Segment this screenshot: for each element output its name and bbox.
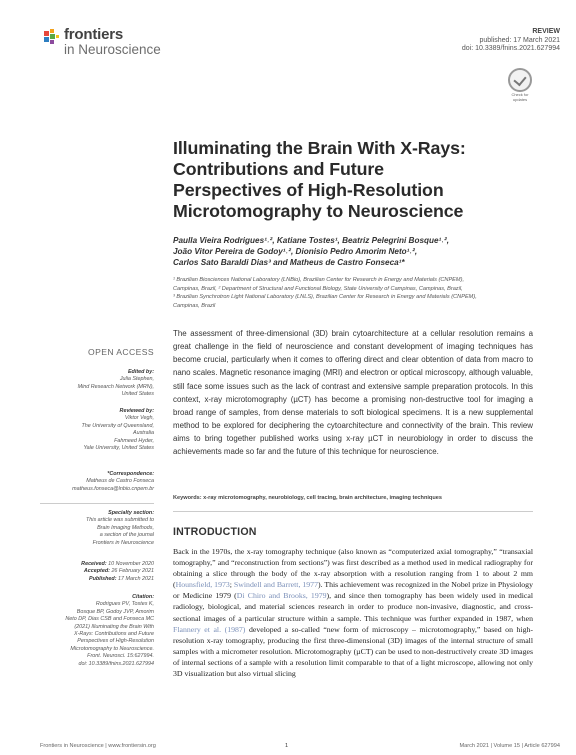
check-updates-caption: Check for updates [511, 92, 529, 102]
editor-line: United States [121, 391, 154, 398]
received-value: 10 November 2020 [108, 561, 154, 567]
specialty-line: This article was submitted to [85, 517, 154, 524]
footer-journal[interactable]: Frontiers in Neuroscience | www.frontiersin.org [40, 743, 156, 749]
sidebar-dates [40, 561, 154, 583]
sidebar-citation [40, 594, 154, 668]
article-meta [462, 28, 560, 54]
abstract: The assessment of three-dimensional (3D) brain cytoarchitecture at a cellular resolution remains a great challenge in the field of neuroscience and constant development of imaging techniques has become crucial, particularly when it comes to offering direct and clear obtention of data from macro to nano scales. Magnetic resonance imaging (MRI) and electron or optical microscopy, although valuable, still face some issues such as the lack of contrast and extensive sample preparation protocols. In this context, x-ray microtomography (µCT) has become a promising non-destructive tool for imaging a broad range of samples, from dense materials to soft biological specimens. It is a new supplemental method to be explored for deciphering the cytoarchitecture and connectivity of the brain. This review aims to bring together published works using x-ray µCT in neurobiology in order to discuss the achievements made so far and the future of this technique for neuroscience. [173, 329, 533, 457]
author-line[interactable]: Paulla Vieira Rodrigues¹˒², Katiane Tostes¹, Beatriz Pelegrini Bosque¹˒², [173, 236, 450, 245]
affiliation-line: ¹ Brazilian Biosciences National Laboratory (LNBio), Brazilian Center for Research in Energy and Materials (CNPEM), [173, 277, 464, 283]
sidebar-divider [40, 503, 154, 504]
sidebar-correspondence [40, 471, 154, 493]
keywords-label: Keywords: [173, 495, 202, 501]
article-type: REVIEW [532, 28, 560, 35]
reference-link[interactable]: Swindell and Barrett, 1977 [233, 580, 318, 590]
title-line: Microtomography to Neuroscience [173, 201, 464, 221]
published-date: published: 17 March 2021 [479, 36, 560, 44]
sidebar-edited-by [40, 369, 154, 399]
author-line[interactable]: Carlos Sato Baraldi Dias³ and Matheus de Castro Fonseca¹* [173, 258, 405, 267]
accepted-label: Accepted: [83, 568, 110, 575]
citation-line: Rodrigues PV, Tostes K, [95, 601, 154, 608]
author-list [173, 235, 543, 268]
reviewer-line: Fahmeed Hyder, [114, 437, 154, 444]
reference-link[interactable]: Flannery et al. (1987) [173, 624, 246, 634]
logo-journal: in Neuroscience [64, 42, 161, 57]
intro-text: developed a so-called “new form of microscopy – microtomography,” based on high-resolution x-ray tomography, producing the first three-dimensional (3D) images of the internal structure of small samples with a micrometer resolution. Microtomography (µCT) can be used to non-destructively create 3D images of internal sections of a sample with a resolution limit comparable to that of a light microscope, allowing not only 3D visualization but also virtual slicing [173, 624, 533, 679]
reference-link[interactable]: Hounsfield, 1973 [175, 580, 230, 590]
affiliations [173, 276, 553, 310]
reviewer-line: Australia [133, 430, 154, 437]
citation-label: Citation: [132, 594, 154, 600]
reference-link[interactable]: Di Chiro and Brooks, 1979 [236, 591, 327, 601]
received-label: Received: [81, 561, 107, 567]
author-line[interactable]: João Vitor Pereira de Godoy¹˒², Dionisio Pedro Amorim Neto¹˒², [173, 247, 418, 256]
citation-line: Perspectives of High-Resolution [77, 638, 154, 645]
affiliation-line: ³ Brazilian Synchrotron Light National Laboratory (LNLS), Brazilian Center for Research in Energy and Materials (CNPEM), [173, 294, 477, 301]
citation-line: Bosque BP, Godoy JVP, Amorim [76, 608, 154, 615]
specialty-line: Brain Imaging Methods, [97, 524, 154, 531]
logo-brand: frontiers [64, 26, 124, 43]
correspondence-name: Matheus de Castro Fonseca [86, 478, 154, 485]
section-heading-introduction: INTRODUCTION [173, 526, 257, 538]
citation-line: (2021) Illuminating the Brain With [74, 623, 154, 630]
citation-doi[interactable]: doi: 10.3389/fnins.2021.627994 [78, 660, 154, 667]
editor-line: Julia Stephen, [119, 376, 154, 383]
doi-link[interactable]: doi: 10.3389/fnins.2021.627994 [461, 45, 560, 52]
edited-by-label: Edited by: [127, 369, 154, 375]
introduction-paragraph [173, 546, 533, 679]
footer-issue: March 2021 | Volume 15 | Article 627994 [459, 743, 560, 749]
check-updates-icon [508, 68, 532, 92]
open-access-badge[interactable]: OPEN ACCESS [87, 347, 154, 357]
citation-line: Microtomography to Neuroscience. [70, 645, 154, 652]
reviewer-line: The University of Queensland, [81, 422, 154, 429]
article-title [173, 138, 533, 222]
specialty-line: Frontiers in Neuroscience [92, 539, 154, 546]
affiliation-line: Campinas, Brazil, ² Department of Structural and Functional Biology, State University of Campinas, Campinas, Brazil, [173, 285, 463, 292]
title-line: Perspectives of High-Resolution [173, 180, 444, 200]
check-for-updates-button[interactable] [507, 68, 533, 100]
intro-text: ; [229, 580, 234, 590]
specialty-label: Specialty section: [108, 510, 154, 516]
correspondence-email[interactable]: matheus.fonseca@lnbio.cnpem.br [72, 485, 154, 492]
published-value: 17 March 2021 [118, 575, 154, 582]
keywords-divider [173, 511, 533, 512]
intro-text: Back in the 1970s, the x-ray tomography technique (also known as “computerized axial tomography,” “transaxial tomography,” and “reconstruction from sections”) was first described as a method used in medical radiography for obtaining a slice through the body of the x-ray absorption with a resolution ranging from 1 to about 2 mm ( [173, 547, 533, 590]
date-published [40, 576, 154, 583]
title-line: Contributions and Future [173, 159, 384, 179]
intro-text: ). This achievement was recognized in the Nobel prize in Physiology or Medicine 1979 ( [173, 580, 533, 601]
accepted-value: 26 February 2021 [111, 568, 154, 575]
correspondence-label: *Correspondence: [107, 471, 154, 477]
date-received [40, 561, 154, 568]
frontiers-logo-icon [42, 28, 62, 48]
date-accepted [40, 568, 154, 575]
citation-line: Neto DP, Dias CSB and Fonseca MC [65, 616, 154, 623]
published-label: Published: [88, 575, 117, 582]
title-line: Illuminating the Brain With X-Rays: [173, 138, 466, 158]
citation-line: Front. Neurosci. 15:627994. [87, 653, 154, 660]
citation-line: X-Rays: Contributions and Future [74, 631, 154, 638]
reviewed-by-label: Reviewed by: [119, 408, 154, 414]
sidebar-specialty [40, 510, 154, 547]
sidebar-reviewed-by [40, 408, 154, 452]
page-number: 1 [285, 743, 289, 749]
intro-text: ), and since then tomography has been widely used in medical radiology, biological, and material sciences research in order to produce non-invasive, diagnostic, and cross-sectional images of a particular structure within a sample. This technique was further expanded in 1987, when [173, 591, 533, 623]
keywords-list: x-ray microtomography, neurobiology, cell tracing, brain architecture, imaging techniques [203, 495, 442, 501]
keywords [173, 495, 533, 501]
reviewer-line: Viktor Vegh, [124, 415, 154, 422]
reviewer-line: Yale University, United States [83, 445, 154, 452]
editor-line: Mind Research Network (MRN), [77, 383, 154, 390]
specialty-line: a section of the journal [99, 532, 154, 539]
affiliation-line: Campinas, Brazil [173, 302, 216, 309]
journal-logo[interactable] [42, 26, 182, 56]
